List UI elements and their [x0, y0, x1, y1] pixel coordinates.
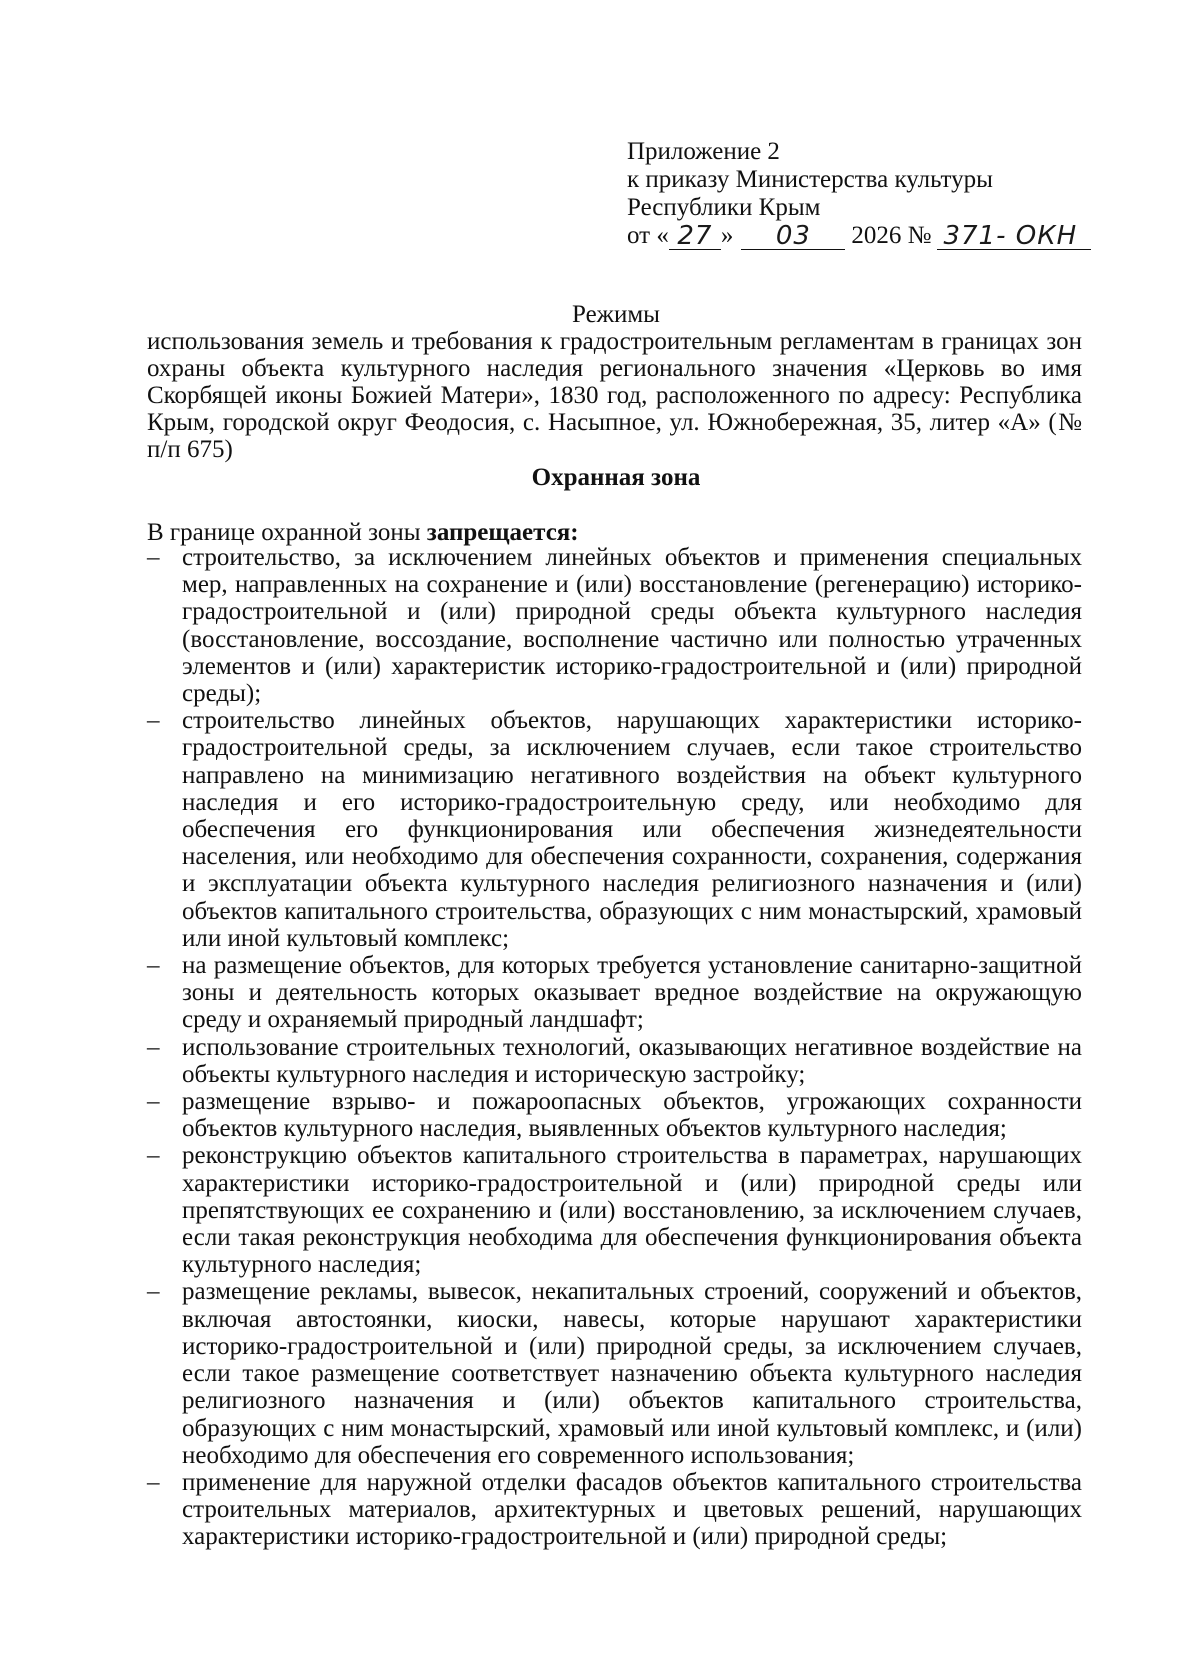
list-item: [147, 952, 1082, 1034]
bullet-dash: –: [147, 1468, 160, 1496]
appendix-label: Приложение 2: [627, 138, 780, 165]
list-item-text: строительство, за исключением линейных объектов и применения специальных мер, направленных на сохранение и (или) восстановление (регенерацию) историко-градостроительной и (или) природной среды объекта культурного наследия (восстановление, воссоздание, восполнение частично или полностью утраченных элементов и (или) характеристик историко-градостроительной и (или) природной среды);: [182, 544, 1082, 708]
appendix-header: [627, 138, 1091, 250]
document-intro: использования земель и требования к градостроительным регламентам в границах зон охраны объекта культурного наследия регионального значения «Церковь во имя Скорбящей иконы Божией Матери», 1830 год, расположенного по адресу: Республика Крым, городской округ Феодосия, с. Насыпное, ул. Южнобережная, 35, литер «А» (№ п/п 675): [147, 328, 1082, 463]
list-item: [147, 1088, 1082, 1142]
order-number: 371- ОКН: [937, 223, 1091, 250]
list-item-text: размещение рекламы, вывесок, некапитальных строений, сооружений и объектов, включая автостоянки, киоски, навесы, которые нарушают характеристики историко-градостроительной и (или) природной среды, за исключением случаев, если такое размещение соответствует назначению объекта культурного наследия религиозного назначения и (или) объектов капитального строительства, образующих с ним монастырский, храмовый или иной культовый комплекс, и (или) необходимо для обеспечения его современного использования;: [182, 1278, 1082, 1469]
list-item-text: реконструкцию объектов капитального строительства в параметрах, нарушающих характеристики историко-градостроительной и (или) природной среды или препятствующих ее сохранению и (или) восстановлению, за исключением случаев, если такая реконструкция необходима для обеспечения функционирования объекта культурного наследия;: [182, 1142, 1082, 1279]
list-item-text: размещение взрыво- и пожароопасных объектов, угрожающих сохранности объектов культурного наследия, выявленных объектов культурного наследия;: [182, 1088, 1082, 1143]
section-lead: [147, 519, 579, 547]
document-title: Режимы: [572, 301, 660, 328]
list-item-text: строительство линейных объектов, нарушающих характеристики историко-градостроительной среды, за исключением случаев, если такое строительство направлено на минимизацию негативного воздействия на объект культурного наследия и его историко-градостроительную среду, или необходимо для обеспечения его функционирования или обеспечения жизнедеятельности населения, или необходимо для обеспечения сохранности, сохранения, содержания и эксплуатации объекта культурного наследия религиозного назначения и (или) объектов капитального строительства, образующих с ним монастырский, храмовый или иной культовый комплекс;: [182, 707, 1082, 952]
order-reference: к приказу Министерства культуры: [627, 166, 993, 193]
order-date-line: [627, 222, 1091, 250]
section-title: Охранная зона: [531, 464, 701, 491]
issuer-name: Республики Крым: [627, 194, 821, 221]
order-day: 27: [669, 223, 721, 250]
list-item-text: использование строительных технологий, оказывающих негативное воздействие на объекты культурного наследия и историческую застройку;: [182, 1033, 1082, 1088]
list-item-text: на размещение объектов, для которых требуется установление санитарно-защитной зоны и деятельность которых оказывает вредное воздействие на окружающую среду и охраняемый природный ландшафт;: [182, 952, 1082, 1034]
prohibitions-list: [147, 544, 1082, 1551]
date-prefix: от «: [627, 222, 669, 249]
bullet-dash: –: [147, 1142, 160, 1170]
list-item-text: применение для наружной отделки фасадов объектов капитального строительства строительных материалов, архитектурных и цветовых решений, нарушающих характеристики историко-градостроительной и (или) природной среды;: [182, 1468, 1082, 1551]
bullet-dash: –: [147, 1033, 160, 1061]
list-item: [147, 1469, 1082, 1551]
bullet-dash: –: [147, 1088, 160, 1116]
list-item: [147, 707, 1082, 952]
bullet-dash: –: [147, 707, 160, 735]
lead-text: В границе охранной зоны: [147, 519, 427, 546]
list-item: [147, 1278, 1082, 1468]
date-mid: »: [720, 222, 734, 249]
list-item: [147, 544, 1082, 707]
bullet-dash: –: [147, 544, 160, 571]
bullet-dash: –: [147, 1278, 160, 1306]
lead-bold: запрещается:: [426, 519, 579, 546]
order-month: 03: [741, 223, 845, 250]
list-item: [147, 1142, 1082, 1278]
list-item: [147, 1034, 1082, 1088]
order-year-number-label: 2026 №: [851, 222, 932, 249]
bullet-dash: –: [147, 952, 160, 980]
